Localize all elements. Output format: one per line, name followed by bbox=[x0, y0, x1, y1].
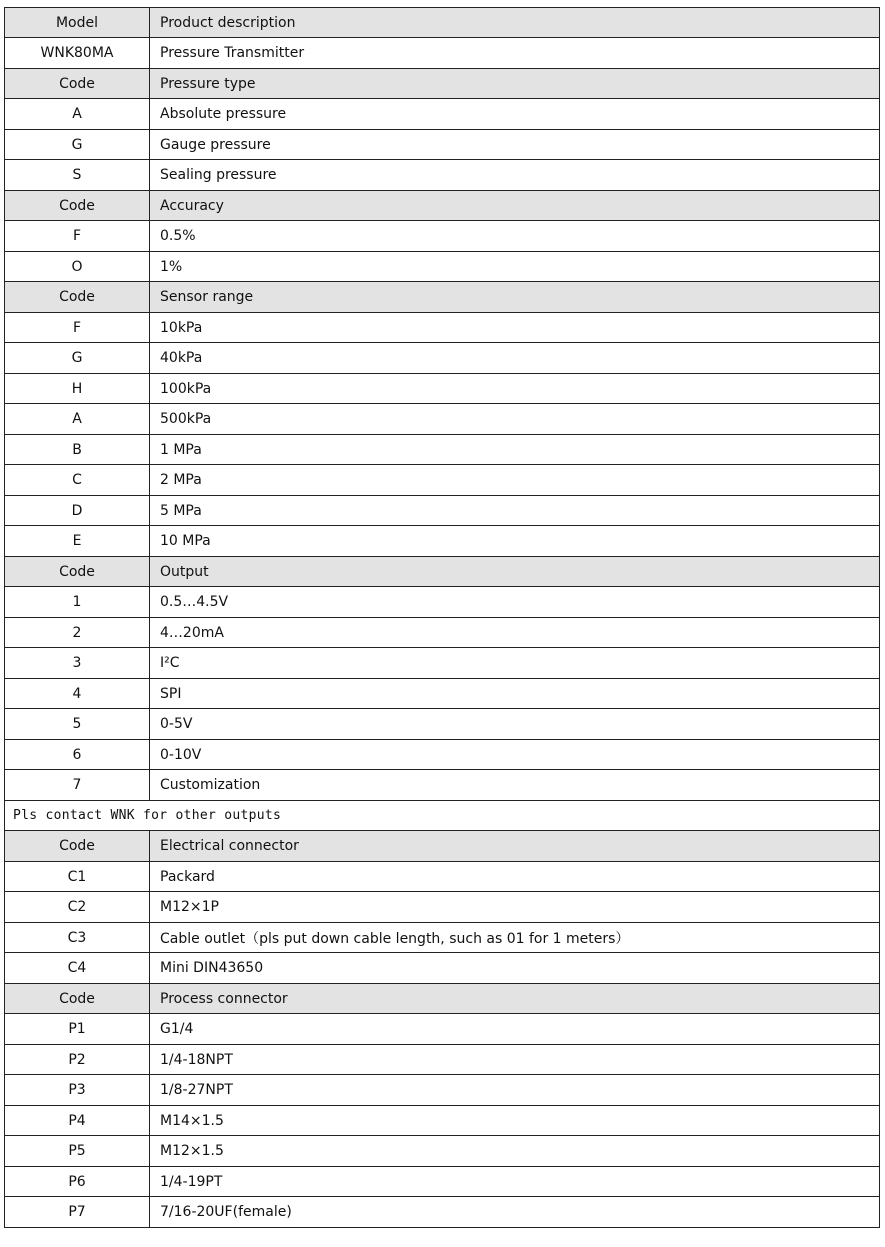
table-row bbox=[5, 648, 880, 679]
table-row bbox=[5, 343, 880, 374]
table-row bbox=[5, 679, 880, 709]
code-cell: P4 bbox=[5, 1106, 150, 1136]
table-row bbox=[5, 252, 880, 282]
description-cell: Gauge pressure bbox=[150, 130, 880, 160]
table-row bbox=[5, 465, 880, 496]
description-cell: 5 MPa bbox=[150, 496, 880, 526]
description-cell: I²C bbox=[150, 648, 880, 679]
description-cell: Sealing pressure bbox=[150, 160, 880, 191]
description-cell: M14×1.5 bbox=[150, 1106, 880, 1136]
description-cell: 2 MPa bbox=[150, 465, 880, 496]
product-code-table bbox=[4, 7, 880, 1228]
table-row bbox=[5, 496, 880, 526]
table-row bbox=[5, 618, 880, 648]
table-row bbox=[5, 953, 880, 984]
description-cell: 40kPa bbox=[150, 343, 880, 374]
section-header-row bbox=[5, 191, 880, 221]
code-cell: 3 bbox=[5, 648, 150, 679]
description-cell: Customization bbox=[150, 770, 880, 801]
description-cell: M12×1P bbox=[150, 892, 880, 923]
table-row bbox=[5, 404, 880, 435]
table-row bbox=[5, 1106, 880, 1136]
code-cell: G bbox=[5, 130, 150, 160]
section-header-row bbox=[5, 984, 880, 1014]
description-cell: 1% bbox=[150, 252, 880, 282]
description-cell: 0.5…4.5V bbox=[150, 587, 880, 618]
code-cell: D bbox=[5, 496, 150, 526]
description-cell: 500kPa bbox=[150, 404, 880, 435]
section-header-title-cell: Pressure type bbox=[150, 69, 880, 99]
table-row bbox=[5, 1136, 880, 1167]
note-row bbox=[5, 801, 880, 831]
section-header-code-cell: Code bbox=[5, 984, 150, 1014]
section-header-title-cell: Accuracy bbox=[150, 191, 880, 221]
table-row bbox=[5, 38, 880, 69]
description-cell: 0.5% bbox=[150, 221, 880, 252]
table-row bbox=[5, 1075, 880, 1106]
table-row bbox=[5, 374, 880, 404]
code-cell: P2 bbox=[5, 1045, 150, 1075]
code-cell: P7 bbox=[5, 1197, 150, 1228]
description-cell: M12×1.5 bbox=[150, 1136, 880, 1167]
table-row bbox=[5, 435, 880, 465]
code-cell: WNK80MA bbox=[5, 38, 150, 69]
table-row bbox=[5, 130, 880, 160]
code-cell: B bbox=[5, 435, 150, 465]
description-cell: Pressure Transmitter bbox=[150, 38, 880, 69]
description-cell: 1/4-19PT bbox=[150, 1167, 880, 1197]
code-cell: 1 bbox=[5, 587, 150, 618]
code-cell: O bbox=[5, 252, 150, 282]
table-row bbox=[5, 709, 880, 740]
description-cell: 4…20mA bbox=[150, 618, 880, 648]
section-header-row bbox=[5, 8, 880, 38]
code-cell: A bbox=[5, 99, 150, 130]
description-cell: Cable outlet（pls put down cable length, such as 01 for 1 meters） bbox=[150, 923, 880, 953]
table-row bbox=[5, 770, 880, 801]
table-row bbox=[5, 862, 880, 892]
code-cell: 2 bbox=[5, 618, 150, 648]
code-cell: S bbox=[5, 160, 150, 191]
code-cell: P1 bbox=[5, 1014, 150, 1045]
code-cell: C2 bbox=[5, 892, 150, 923]
table-row bbox=[5, 1045, 880, 1075]
code-cell: H bbox=[5, 374, 150, 404]
code-cell: C1 bbox=[5, 862, 150, 892]
table-row bbox=[5, 1197, 880, 1228]
table-row bbox=[5, 587, 880, 618]
code-cell: P6 bbox=[5, 1167, 150, 1197]
description-cell: 1 MPa bbox=[150, 435, 880, 465]
note-text: Pls contact WNK for other outputs bbox=[5, 801, 880, 831]
section-header-title-cell: Electrical connector bbox=[150, 831, 880, 862]
table-body bbox=[5, 8, 880, 1228]
description-cell: 10 MPa bbox=[150, 526, 880, 557]
description-cell: 0-10V bbox=[150, 740, 880, 770]
code-cell: P5 bbox=[5, 1136, 150, 1167]
section-header-code-cell: Code bbox=[5, 557, 150, 587]
code-cell: C3 bbox=[5, 923, 150, 953]
description-cell: SPI bbox=[150, 679, 880, 709]
code-cell: 4 bbox=[5, 679, 150, 709]
section-header-title-cell: Process connector bbox=[150, 984, 880, 1014]
section-header-row bbox=[5, 69, 880, 99]
description-cell: 1/8-27NPT bbox=[150, 1075, 880, 1106]
description-cell: Mini DIN43650 bbox=[150, 953, 880, 984]
code-cell: F bbox=[5, 313, 150, 343]
section-header-row bbox=[5, 557, 880, 587]
section-header-row bbox=[5, 831, 880, 862]
section-header-code-cell: Code bbox=[5, 69, 150, 99]
description-cell: Packard bbox=[150, 862, 880, 892]
code-cell: C4 bbox=[5, 953, 150, 984]
table-row bbox=[5, 740, 880, 770]
description-cell: 10kPa bbox=[150, 313, 880, 343]
code-cell: F bbox=[5, 221, 150, 252]
code-cell: 6 bbox=[5, 740, 150, 770]
section-header-title-cell: Output bbox=[150, 557, 880, 587]
table-row bbox=[5, 160, 880, 191]
section-header-code-cell: Model bbox=[5, 8, 150, 38]
description-cell: 100kPa bbox=[150, 374, 880, 404]
code-cell: C bbox=[5, 465, 150, 496]
table-row bbox=[5, 1014, 880, 1045]
description-cell: 1/4-18NPT bbox=[150, 1045, 880, 1075]
section-header-title-cell: Sensor range bbox=[150, 282, 880, 313]
code-cell: E bbox=[5, 526, 150, 557]
table-row bbox=[5, 99, 880, 130]
section-header-code-cell: Code bbox=[5, 191, 150, 221]
code-cell: 7 bbox=[5, 770, 150, 801]
table-row bbox=[5, 313, 880, 343]
code-cell: A bbox=[5, 404, 150, 435]
table-row bbox=[5, 1167, 880, 1197]
code-cell: G bbox=[5, 343, 150, 374]
section-header-row bbox=[5, 282, 880, 313]
table-row bbox=[5, 526, 880, 557]
description-cell: G1/4 bbox=[150, 1014, 880, 1045]
description-cell: 0-5V bbox=[150, 709, 880, 740]
description-cell: Absolute pressure bbox=[150, 99, 880, 130]
section-header-code-cell: Code bbox=[5, 282, 150, 313]
table-row bbox=[5, 221, 880, 252]
table-row bbox=[5, 892, 880, 923]
table-row bbox=[5, 923, 880, 953]
section-header-code-cell: Code bbox=[5, 831, 150, 862]
code-cell: P3 bbox=[5, 1075, 150, 1106]
description-cell: 7/16-20UF(female) bbox=[150, 1197, 880, 1228]
code-cell: 5 bbox=[5, 709, 150, 740]
section-header-title-cell: Product description bbox=[150, 8, 880, 38]
